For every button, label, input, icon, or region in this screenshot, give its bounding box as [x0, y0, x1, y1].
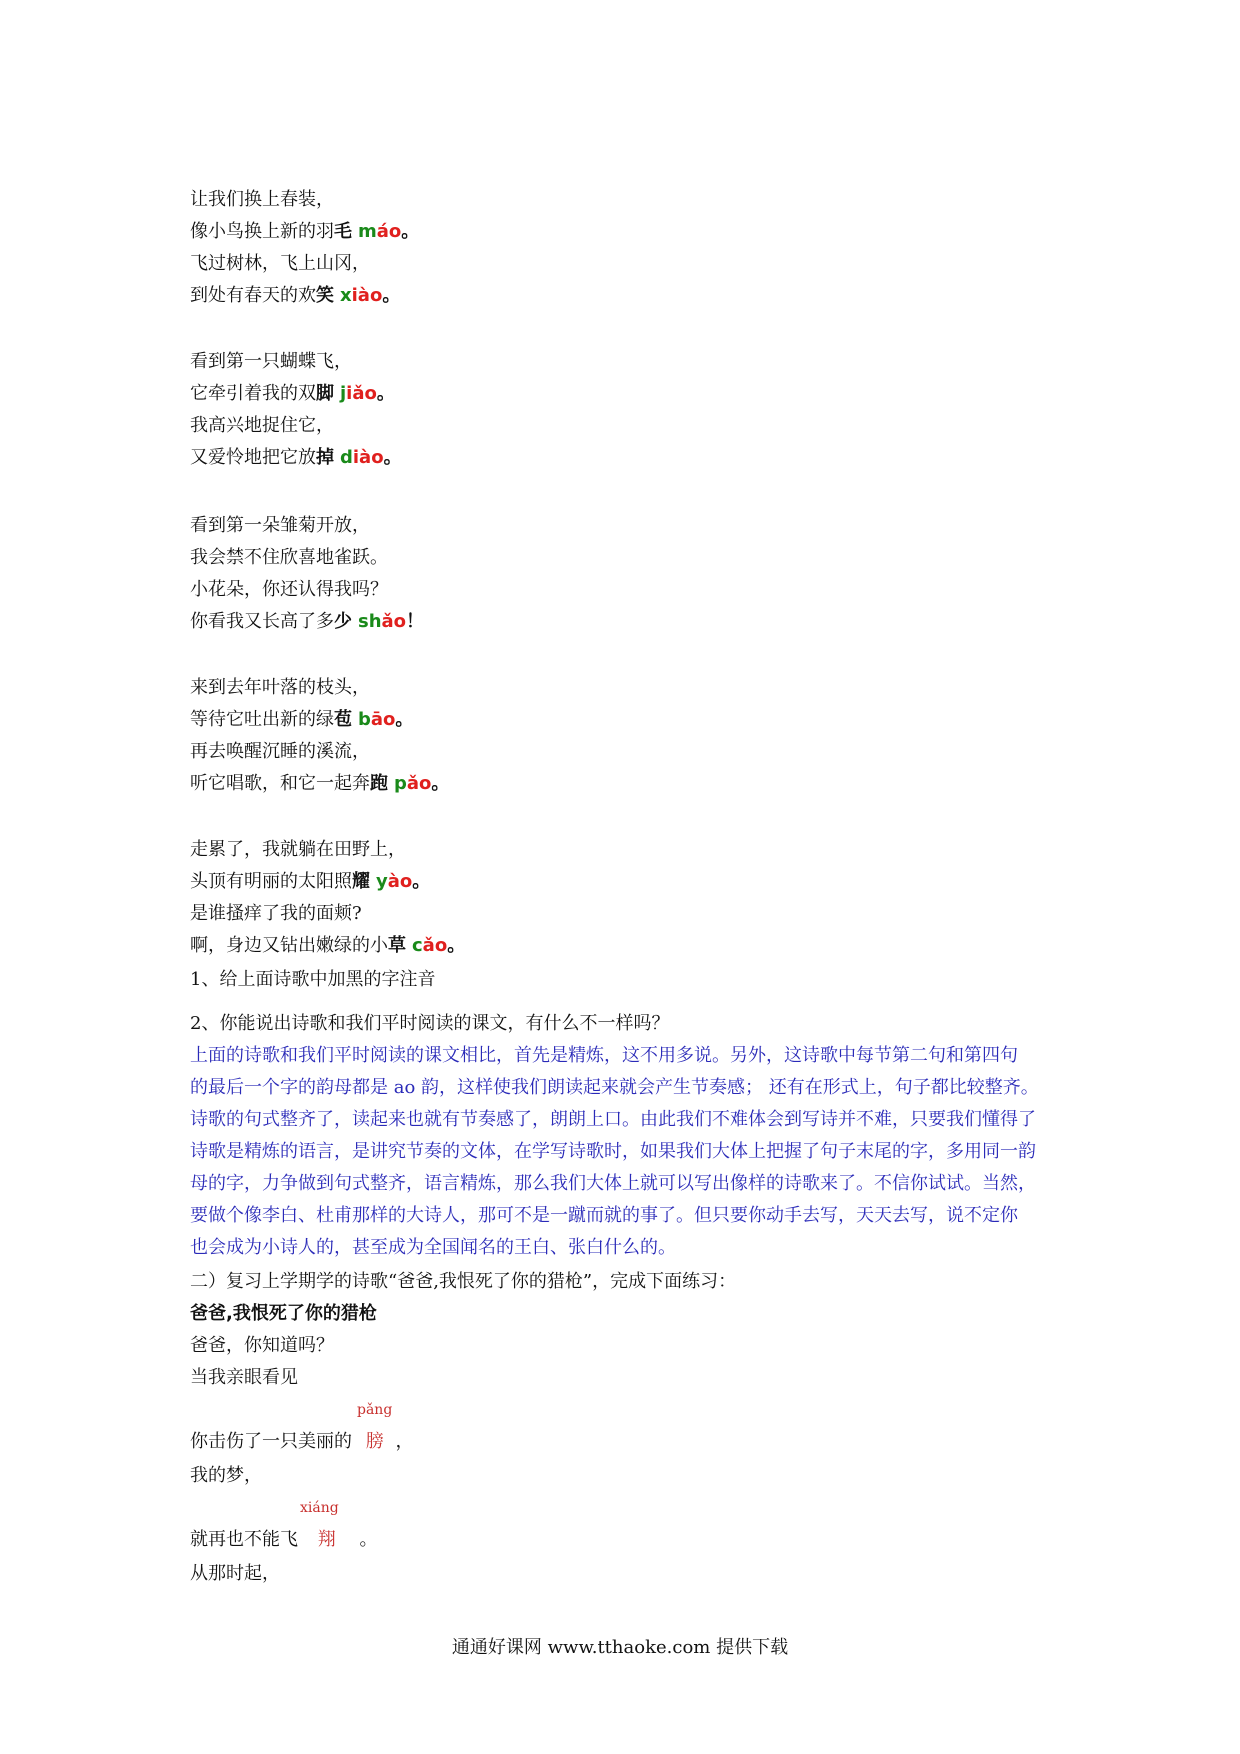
- answer-line: 上面的诗歌和我们平时阅读的课文相比，首先是精炼，这不用多说。另外，这诗歌中每节第二句和第四句: [190, 1045, 1018, 1066]
- pinyin-final: ǎo: [406, 773, 432, 794]
- pinyin-final: ǎo: [381, 611, 407, 632]
- poem-2-line-5-end: 。: [359, 1529, 378, 1550]
- pinyin: [358, 709, 395, 730]
- bold-character: 少: [334, 611, 352, 632]
- bold-character: 笑: [316, 285, 334, 306]
- pinyin-annotation-pang: pǎng: [357, 1402, 393, 1418]
- bold-character: 掉: [316, 447, 334, 468]
- poem-line: [190, 252, 370, 276]
- poem-line: [190, 676, 370, 700]
- question-1: 1、给上面诗歌中加黑的字注音: [190, 969, 436, 990]
- bold-character: 跑: [370, 773, 388, 794]
- pinyin-initial: m: [358, 221, 377, 242]
- poem-2-line-5: [190, 1528, 377, 1552]
- poem-line: [190, 414, 334, 438]
- poem-2-line-5-text: 就再也不能飞: [190, 1529, 298, 1550]
- poem-line: [190, 870, 430, 894]
- poem-2-line-3-text: 你击伤了一只美丽的: [190, 1431, 352, 1452]
- poem-2-line-2: 当我亲眼看见: [190, 1367, 298, 1388]
- pinyin-final: áo: [376, 221, 402, 242]
- question-2: 2、你能说出诗歌和我们平时阅读的课文，有什么不一样吗？: [190, 1013, 670, 1034]
- poem-2-line-6: 从那时起，: [190, 1563, 280, 1584]
- poem-2-line-4: 我的梦，: [190, 1465, 262, 1486]
- poem-line-text: 等待它吐出新的绿: [190, 709, 334, 730]
- pinyin-initial: y: [376, 871, 388, 892]
- pinyin: [358, 611, 406, 632]
- answer-line: 的最后一个字的韵母都是 ao 韵，这样使我们朗读起来就会产生节奏感； 还有在形式上，句子都比较整齐。: [190, 1077, 1039, 1098]
- poem-line-text: 看到第一朵雏菊开放，: [190, 515, 370, 536]
- poem-line: [190, 514, 370, 538]
- line-end-punctuation: 。: [447, 935, 466, 956]
- answer-line: 母的字，力争做到句式整齐，语言精炼，那么我们大体上就可以写出像样的诗歌来了。不信你试试。当然，: [190, 1173, 1036, 1194]
- answer-line: 也会成为小诗人的，甚至成为全国闻名的王白、张白什么的。: [190, 1237, 676, 1258]
- poem-line-text: 你看我又长高了多: [190, 611, 334, 632]
- poem-line-text: 来到去年叶落的枝头，: [190, 677, 370, 698]
- poem-line-text: 又爱怜地把它放: [190, 447, 316, 468]
- pinyin: [394, 773, 431, 794]
- pinyin-final: āo: [370, 709, 396, 730]
- line-end-punctuation: 。: [431, 773, 450, 794]
- line-end-punctuation: ！: [406, 611, 425, 632]
- annotated-char-pang: 膀: [365, 1431, 384, 1452]
- line-end-punctuation: 。: [382, 285, 401, 306]
- bold-character: 草: [388, 935, 406, 956]
- pinyin-final: ǎo: [422, 935, 448, 956]
- pinyin: [340, 285, 382, 306]
- line-end-punctuation: 。: [395, 709, 414, 730]
- section-2-intro: 二）复习上学期学的诗歌“爸爸,我恨死了你的猎枪”，完成下面练习：: [190, 1271, 737, 1292]
- poem-line-text: 看到第一只蝴蝶飞，: [190, 351, 352, 372]
- pinyin-initial: sh: [358, 611, 382, 632]
- poem-2-line-3: [190, 1430, 413, 1454]
- poem-line: [190, 740, 370, 764]
- poem-line-text: 小花朵，你还认得我吗？: [190, 579, 388, 600]
- pinyin-final: iào: [352, 447, 384, 468]
- bold-character: 耀: [352, 871, 370, 892]
- annotated-char-xiang: 翔: [317, 1529, 336, 1550]
- pinyin-final: ào: [387, 871, 413, 892]
- pinyin-initial: p: [394, 773, 407, 794]
- pinyin: [412, 935, 447, 956]
- poem-2-title: 爸爸,我恨死了你的猎枪: [190, 1303, 377, 1324]
- answer-line: 诗歌是精炼的语言，是讲究节奏的文体，在学写诗歌时，如果我们大体上把握了句子末尾的字，多用同一韵: [190, 1141, 1036, 1162]
- poem-line: [190, 838, 406, 862]
- footer: 通通好课网 www.tthaoke.com 提供下载: [451, 1637, 789, 1658]
- bold-character: 脚: [316, 383, 334, 404]
- poem-line: [190, 188, 334, 212]
- poem-line: [190, 446, 402, 470]
- pinyin-initial: b: [358, 709, 371, 730]
- poem-line-text: 让我们换上春装，: [190, 189, 334, 210]
- poem-line: [190, 578, 388, 602]
- poem-line-text: 再去唤醒沉睡的溪流，: [190, 741, 370, 762]
- pinyin: [340, 383, 377, 404]
- pinyin-final: iǎo: [346, 383, 377, 404]
- pinyin-initial: d: [340, 447, 353, 468]
- poem-line-text: 到处有春天的欢: [190, 285, 316, 306]
- poem-line-text: 听它唱歌，和它一起奔: [190, 773, 370, 794]
- line-end-punctuation: 。: [412, 871, 431, 892]
- poem-line-text: 我高兴地捉住它，: [190, 415, 334, 436]
- poem-line: [190, 382, 395, 406]
- line-end-punctuation: 。: [376, 383, 395, 404]
- poem-line: [190, 934, 465, 958]
- pinyin-initial: j: [340, 383, 347, 404]
- poem-line: [190, 284, 400, 308]
- pinyin: [358, 221, 401, 242]
- poem-line: [190, 220, 419, 244]
- poem-line-text: 是谁搔痒了我的面颊?: [190, 903, 362, 924]
- poem-line-text: 啊，身边又钻出嫩绿的小: [190, 935, 388, 956]
- poem-2-line-3-end: ，: [395, 1431, 414, 1452]
- poem-line-text: 飞过树林，飞上山冈，: [190, 253, 370, 274]
- answer-line: 要做个像李白、杜甫那样的大诗人，那可不是一蹴而就的事了。但只要你动手去写，天天去写，说不定你: [190, 1205, 1018, 1226]
- poem-line-text: 走累了，我就躺在田野上，: [190, 839, 406, 860]
- bold-character: 毛: [334, 221, 352, 242]
- poem-line: [190, 610, 424, 634]
- poem-line: [190, 350, 352, 374]
- poem-line-text: 我会禁不住欣喜地雀跃。: [190, 547, 388, 568]
- poem-line: [190, 902, 362, 926]
- line-end-punctuation: 。: [401, 221, 420, 242]
- bold-character: 苞: [334, 709, 352, 730]
- poem-line-text: 像小鸟换上新的羽: [190, 221, 334, 242]
- pinyin-initial: x: [340, 285, 352, 306]
- pinyin: [376, 871, 412, 892]
- poem-2-line-1: 爸爸，你知道吗？: [190, 1335, 334, 1356]
- line-end-punctuation: 。: [383, 447, 402, 468]
- pinyin-annotation-xiang: xiáng: [300, 1500, 339, 1516]
- poem-line: [190, 708, 413, 732]
- poem-line: [190, 772, 449, 796]
- poem-line-text: 它牵引着我的双: [190, 383, 316, 404]
- poem-line: [190, 546, 388, 570]
- pinyin-final: iào: [351, 285, 383, 306]
- pinyin: [340, 447, 384, 468]
- poem-line-text: 头顶有明丽的太阳照: [190, 871, 352, 892]
- answer-line: 诗歌的句式整齐了，读起来也就有节奏感了，朗朗上口。由此我们不难体会到写诗并不难，只要我们懂得了: [190, 1109, 1036, 1130]
- pinyin-initial: c: [412, 935, 423, 956]
